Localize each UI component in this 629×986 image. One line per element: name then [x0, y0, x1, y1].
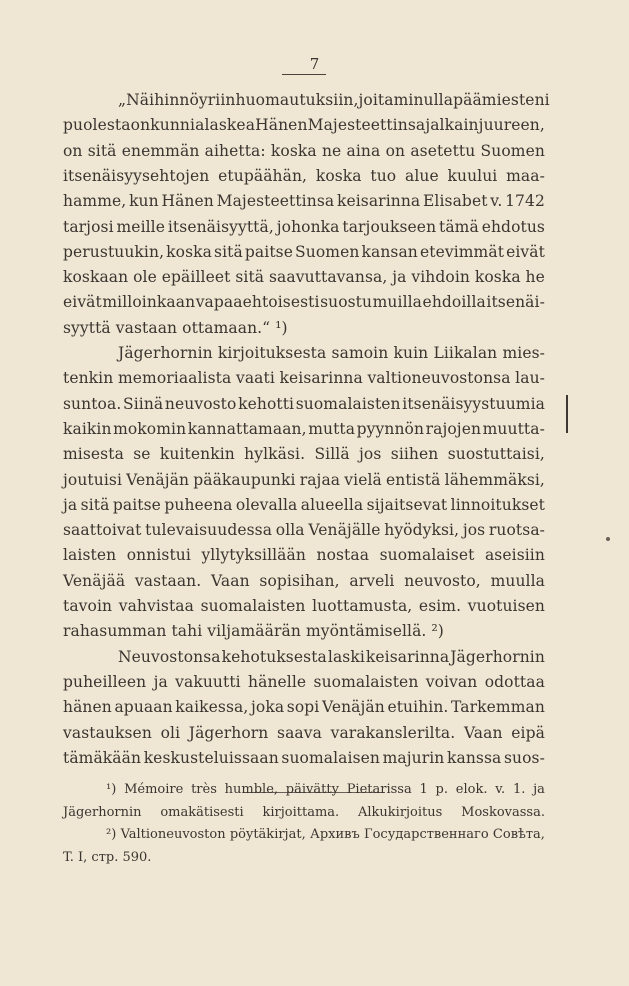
text-line: ja sitä paitse puheena olevalla alueella sijaitsevat linnoitukset [63, 495, 545, 514]
text-line: hamme, kun Hänen Majesteettinsa keisarinna Elisabet v. 1742 [63, 192, 545, 211]
footnote-line: ¹) Mémoire très humble, päivätty Pietarissa 1 p. elok. v. 1. ja [106, 782, 545, 797]
text-line: joutuisi Venäjän pääkaupunki rajaa vielä entistä lähemmäksi, [63, 470, 545, 489]
text-line: saattoivat tulevaisuudessa olla Venäjälle hyödyksi, jos ruotsa- [63, 521, 545, 540]
text-line: hänen apuaan kaikessa, joka sopi Venäjän etuihin. Tarkemman [63, 698, 545, 717]
text-line: Neuvostonsa kehotuksesta laski keisarinna Jägerhornin [118, 647, 545, 666]
text-line: rahasumman tahi viljamäärän myöntämisellä. ²) [63, 622, 444, 641]
text-line: koskaan ole epäilleet sitä saavuttavansa, ja vihdoin koska he [63, 268, 545, 287]
margin-pencil-mark [566, 395, 568, 433]
text-line: puheilleen ja vakuutti hänelle suomalaisten voivan odottaa [63, 672, 545, 691]
text-line: „Näihin nöyriin huomautuksiin, joita minulla päämiesteni [118, 91, 550, 109]
footnote-line: Jägerhornin omakätisesti kirjoittama. Alkukirjoitus Moskovassa. [63, 804, 545, 820]
text-line: eivät milloinkaan vapaaehtoisesti suostu muilla ehdoilla itsenäi- [63, 293, 545, 312]
text-line: perustuukin, koska sitä paitse Suomen kansan etevimmät eivät [63, 242, 545, 261]
page-number: 7 [309, 55, 320, 73]
text-line: tavoin vahvistaa suomalaisten luottamusta, esim. vuotuisen [63, 597, 545, 615]
text-line: tarjosi meille itsenäisyyttä, johonka tarjoukseen tämä ehdotus [63, 217, 545, 236]
text-line: laisten onnistui yllytyksillään nostaa suomalaiset aseisiin [63, 546, 545, 565]
text-line: misesta se kuitenkin hylkäsi. Sillä jos siihen suostuttaisi, [63, 445, 545, 464]
footnote-line: ²) Valtioneuvoston pöytäkirjat, Архивъ Государственнаго Совѣта, [106, 827, 545, 842]
footnote-line: T. I, стр. 590. [63, 849, 152, 865]
text-line: syyttä vastaan ottamaan.“ ¹) [63, 318, 288, 337]
text-line: tenkin memoriaalista vaati keisarinna valtioneuvostonsa lau- [63, 369, 545, 388]
text-line: puolesta on kunnia laskea Hänen Majesteettinsa jalkain juureen, [63, 116, 545, 135]
text-line: Jägerhornin kirjoituksesta samoin kuin Liikalan mies- [118, 344, 545, 362]
page-number-rule [282, 74, 326, 75]
text-line: Venäjää vastaan. Vaan sopisihan, arveli neuvosto, muulla [63, 571, 545, 590]
text-line: tämäkään keskusteluissaan suomalaisen majurin kanssa suos- [63, 748, 545, 767]
text-line: suntoa. Siinä neuvosto kehotti suomalaisten itsenäisyystuumia [63, 394, 545, 413]
text-line: on sitä enemmän aihetta: koska ne aina on asetettu Suomen [63, 141, 545, 160]
paper-speck [606, 537, 610, 541]
text-line: kaikin mokomin kannattamaan, mutta pyynnön rajojen muutta- [63, 419, 545, 438]
text-line: vastauksen oli Jägerhorn saava varakanslerilta. Vaan eipä [63, 723, 545, 742]
text-line: itsenäisyysehtojen etupäähän, koska tuo alue kuului maa- [63, 166, 545, 185]
